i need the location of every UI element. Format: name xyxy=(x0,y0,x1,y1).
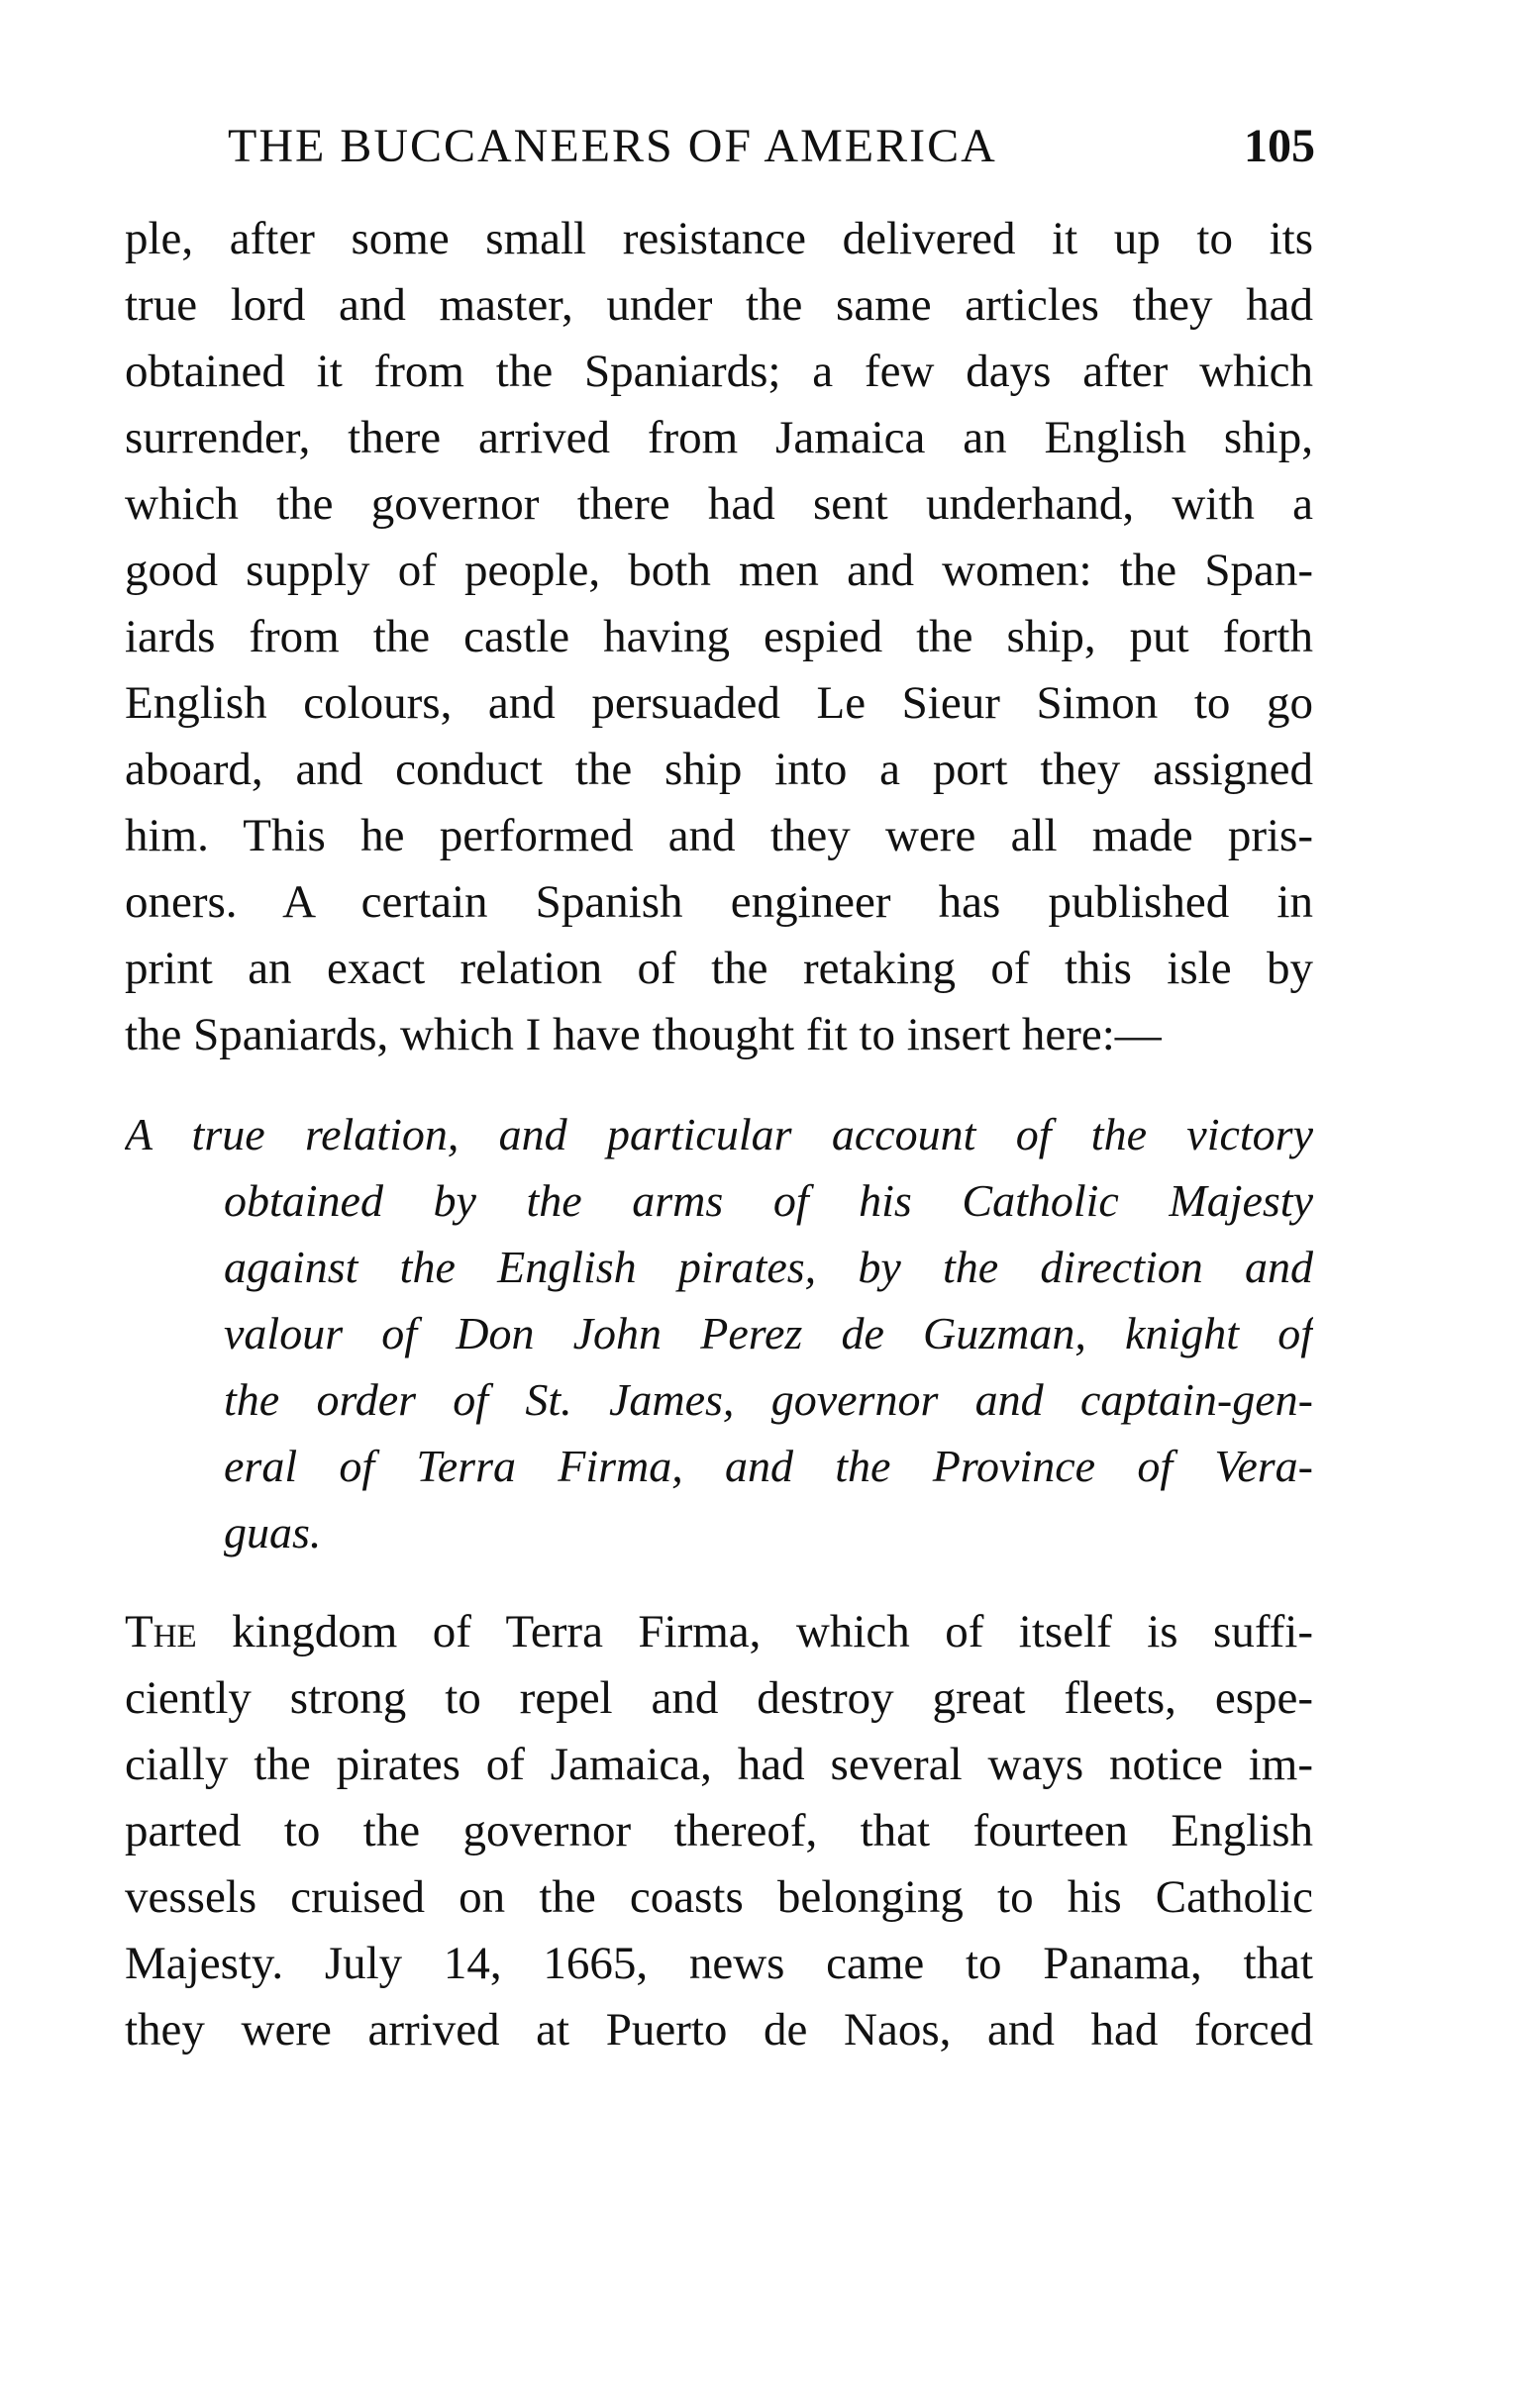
text-line: they were arrived at Puerto de Naos, and had forced xyxy=(125,2004,1313,2056)
text-line: which the governor there had sent underhand, with a xyxy=(125,478,1313,530)
italic-heading xyxy=(125,1101,1313,1565)
text-line xyxy=(125,1599,1313,1665)
text-line: English colours, and persuaded Le Sieur Simon to go xyxy=(125,677,1313,729)
text-line: obtained it from the Spaniards; a few days after which xyxy=(125,346,1313,397)
heading-line: the order of St. James, governor and captain-gen- xyxy=(224,1374,1313,1425)
heading-line: valour of Don John Perez de Guzman, knight of xyxy=(224,1308,1313,1358)
heading-line: guas. xyxy=(224,1507,322,1557)
text-line: ple, after some small resistance delivered it up to its xyxy=(125,213,1313,264)
text-line: aboard, and conduct the ship into a port they assigned xyxy=(125,744,1313,795)
text-line: print an exact relation of the retaking of this isle by xyxy=(125,943,1313,994)
paragraph-1 xyxy=(125,206,1313,1068)
heading-line: A true relation, and particular account of the victory xyxy=(125,1109,1313,1159)
heading-line: against the English pirates, by the direction and xyxy=(224,1242,1313,1292)
heading-line: eral of Terra Firma, and the Province of Vera- xyxy=(224,1441,1313,1491)
paragraph-2 xyxy=(125,1599,1313,2063)
heading-line: obtained by the arms of his Catholic Majesty xyxy=(224,1175,1313,1226)
running-head xyxy=(125,111,1313,180)
page-number: 105 xyxy=(1244,120,1315,172)
first-line-text: kingdom of Terra Firma, which of itself is suffi- xyxy=(196,1606,1313,1657)
drop-word: The xyxy=(125,1606,197,1657)
text-line: ciently strong to repel and destroy great fleets, espe- xyxy=(125,1672,1313,1724)
text-line: parted to the governor thereof, that fourteen English xyxy=(125,1805,1313,1856)
text-line: the Spaniards, which I have thought fit to insert here:— xyxy=(125,1009,1162,1060)
running-title: THE BUCCANEERS OF AMERICA xyxy=(228,120,997,172)
text-line: oners. A certain Spanish engineer has published in xyxy=(125,876,1313,928)
text-line: true lord and master, under the same articles they had xyxy=(125,279,1313,331)
text-line: him. This he performed and they were all made pris- xyxy=(125,810,1313,861)
text-line: vessels cruised on the coasts belonging to his Catholic xyxy=(125,1871,1313,1923)
text-line: surrender, there arrived from Jamaica an English ship, xyxy=(125,412,1313,463)
text-line: cially the pirates of Jamaica, had several ways notice im- xyxy=(125,1739,1313,1790)
text-line: good supply of people, both men and women: the Span- xyxy=(125,545,1313,596)
text-line: iards from the castle having espied the ship, put forth xyxy=(125,611,1313,662)
text-line: Majesty. July 14, 1665, news came to Panama, that xyxy=(125,1938,1313,1989)
